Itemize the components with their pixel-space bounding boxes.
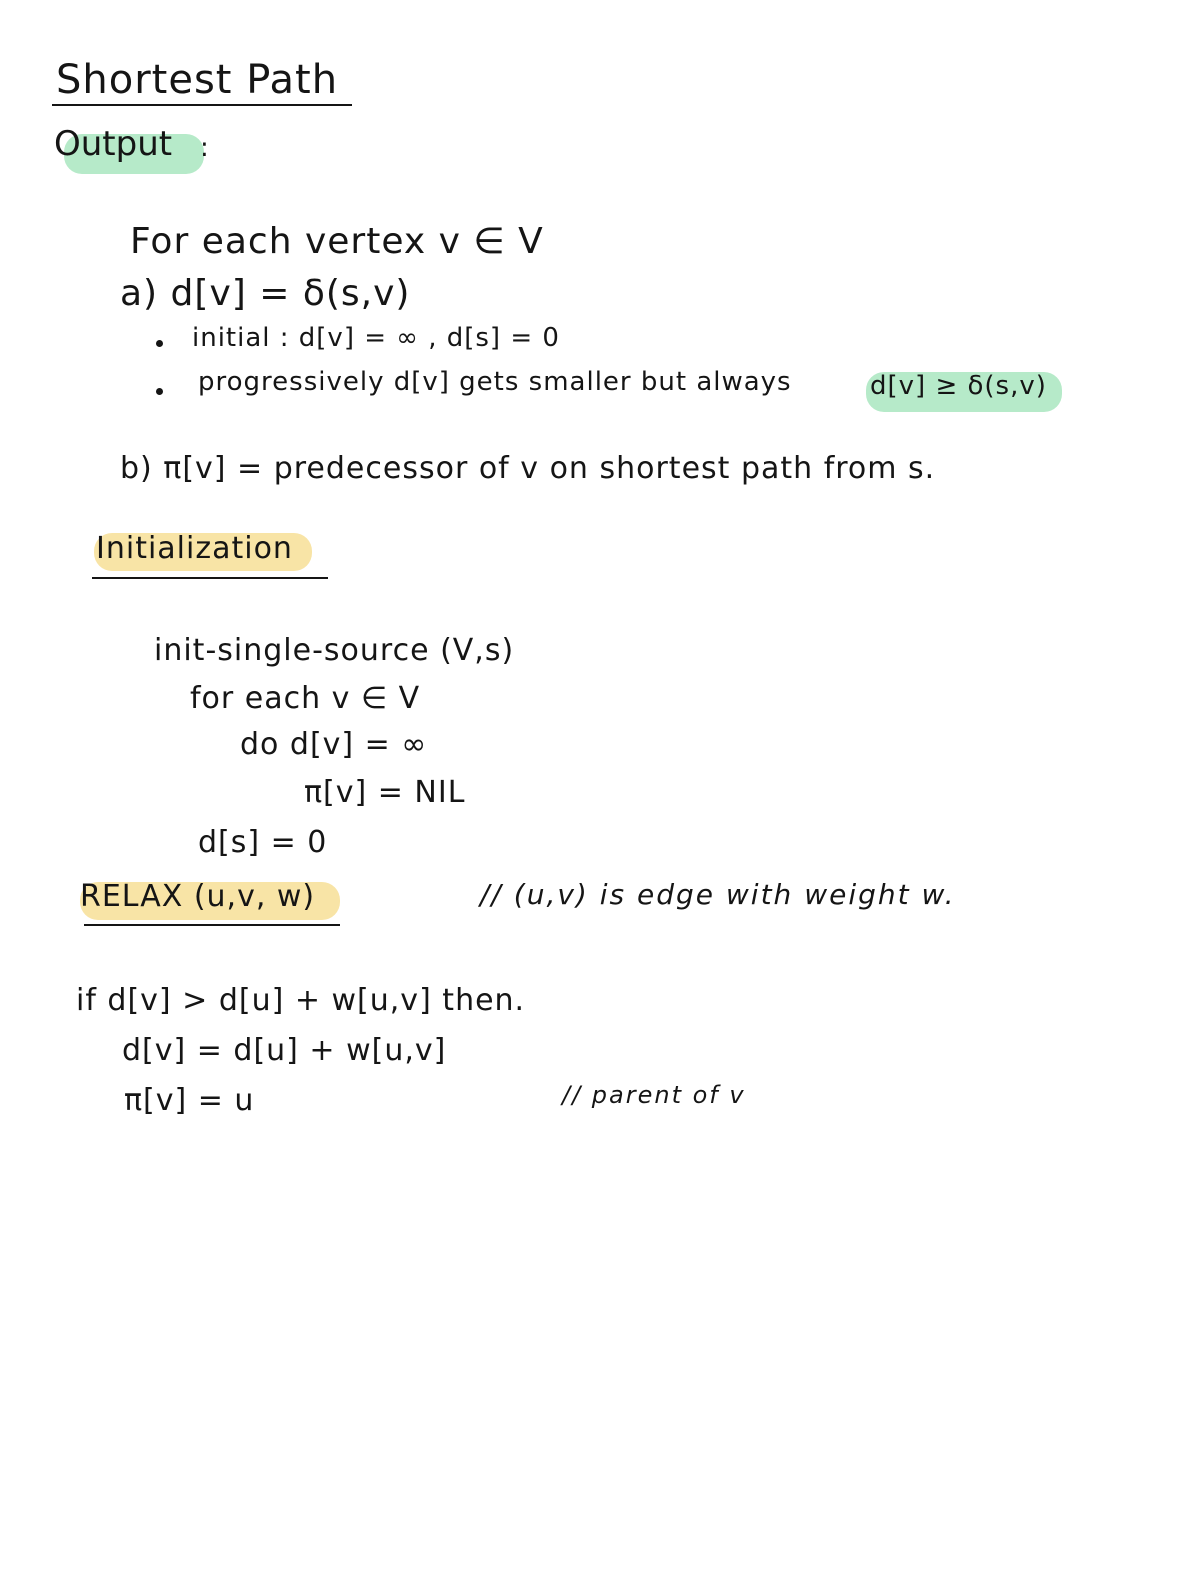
initialization-underline <box>92 577 328 579</box>
bullet-initial: initial : d[v] = ∞ , d[s] = 0 <box>192 323 560 353</box>
init-code-line: for each v ∈ V <box>190 681 421 716</box>
relax-underline <box>84 924 340 926</box>
init-code-line: init-single-source (V,s) <box>154 633 515 668</box>
relax-code-line: π[v] = u <box>124 1083 255 1118</box>
init-code-line: π[v] = NIL <box>304 775 466 810</box>
initialization-heading: Initialization <box>96 531 293 566</box>
bullet-progressively: progressively d[v] gets smaller but always <box>198 367 792 397</box>
parent-comment: // parent of v <box>562 1081 746 1109</box>
page-title: Shortest Path <box>56 57 339 103</box>
bullet-dot <box>156 388 163 395</box>
bound-inequality: d[v] ≥ δ(s,v) <box>870 371 1047 401</box>
init-code-line: d[s] = 0 <box>198 825 328 860</box>
title-underline <box>52 104 352 106</box>
relax-comment: // (u,v) is edge with weight w. <box>480 878 956 911</box>
relax-heading: RELAX (u,v, w) <box>80 879 316 914</box>
output-item-a: a) d[v] = δ(s,v) <box>120 273 411 314</box>
relax-code-line: if d[v] > d[u] + w[u,v] then. <box>76 983 526 1018</box>
init-code-line: do d[v] = ∞ <box>240 727 428 762</box>
output-item-b: b) π[v] = predecessor of v on shortest path from s. <box>120 451 936 486</box>
output-intro: For each vertex v ∈ V <box>130 221 544 262</box>
relax-code-line: d[v] = d[u] + w[u,v] <box>122 1033 447 1068</box>
output-label: Output <box>54 124 173 164</box>
bullet-dot <box>156 340 163 347</box>
output-colon: : <box>200 133 209 163</box>
